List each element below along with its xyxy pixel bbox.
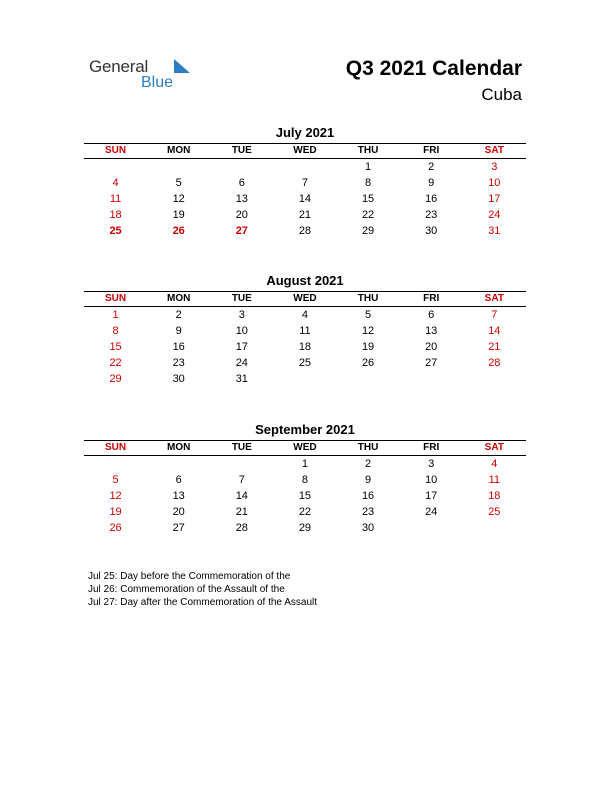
month-calendar xyxy=(84,125,526,239)
day-cell xyxy=(147,456,210,472)
day-cell: 7 xyxy=(238,474,245,486)
day-cell: 3 xyxy=(428,458,435,470)
week-row xyxy=(84,371,526,387)
weekday-label: MON xyxy=(167,442,191,453)
day-cell: 16 xyxy=(172,341,185,353)
day-cell xyxy=(147,159,210,175)
month-title: August 2021 xyxy=(266,273,344,288)
day-cell: 4 xyxy=(112,177,119,189)
day-cell: 16 xyxy=(425,193,438,205)
weekday-label: SAT xyxy=(484,293,504,304)
week-row xyxy=(84,488,526,504)
day-cell: 6 xyxy=(238,177,245,189)
holiday-note: Jul 27: Day after the Commemoration of the Assault xyxy=(88,597,317,608)
day-cell: 26 xyxy=(172,225,185,237)
day-cell: 23 xyxy=(425,209,438,221)
week-row xyxy=(84,520,526,536)
day-cell xyxy=(400,520,463,536)
day-cell: 27 xyxy=(235,225,248,237)
day-cell: 9 xyxy=(175,325,182,337)
week-row xyxy=(84,307,526,323)
weekday-label: FRI xyxy=(423,145,440,156)
weekday-label: THU xyxy=(357,145,379,156)
day-cell: 15 xyxy=(298,490,312,502)
day-cell xyxy=(84,456,147,472)
day-cell: 17 xyxy=(425,490,438,502)
week-row xyxy=(84,355,526,371)
weekday-label: TUE xyxy=(231,442,252,453)
day-cell: 21 xyxy=(488,341,501,353)
day-cell: 17 xyxy=(235,341,248,353)
day-cell: 22 xyxy=(298,506,312,518)
day-cell xyxy=(463,371,526,387)
page-title: Q3 2021 Calendar xyxy=(345,57,522,80)
day-cell: 1 xyxy=(301,458,308,470)
day-cell: 1 xyxy=(112,309,119,321)
day-cell: 24 xyxy=(425,506,438,518)
day-cell: 27 xyxy=(172,522,185,534)
weekday-label: FRI xyxy=(423,442,440,453)
week-row xyxy=(84,504,526,520)
day-cell: 25 xyxy=(298,357,312,369)
weekday-label: SAT xyxy=(484,145,504,156)
weekday-header-row xyxy=(84,144,526,158)
day-cell: 5 xyxy=(175,177,182,189)
weekday-label: THU xyxy=(357,293,379,304)
day-cell: 31 xyxy=(235,373,248,385)
weekday-label: WED xyxy=(293,442,317,453)
week-row xyxy=(84,472,526,488)
day-cell: 5 xyxy=(112,474,119,486)
day-cell: 28 xyxy=(488,357,501,369)
day-cell: 28 xyxy=(298,225,312,237)
month-calendar xyxy=(84,273,526,387)
day-cell: 25 xyxy=(488,506,501,518)
logo-triangle-icon xyxy=(174,59,190,73)
day-cell: 30 xyxy=(361,522,375,534)
day-cell: 24 xyxy=(488,209,501,221)
weekday-label: SUN xyxy=(105,293,127,304)
day-cell: 25 xyxy=(109,225,122,237)
day-cell xyxy=(210,456,273,472)
day-cell: 19 xyxy=(109,506,122,518)
day-cell: 16 xyxy=(361,490,375,502)
weekday-label: SUN xyxy=(105,442,127,453)
day-cell: 28 xyxy=(235,522,248,534)
day-cell: 19 xyxy=(172,209,185,221)
day-cell: 30 xyxy=(172,373,185,385)
week-row xyxy=(84,159,526,175)
day-cell: 23 xyxy=(361,506,375,518)
week-row xyxy=(84,456,526,472)
day-cell: 9 xyxy=(428,177,435,189)
week-row xyxy=(84,223,526,239)
day-cell: 10 xyxy=(488,177,501,189)
day-cell xyxy=(463,520,526,536)
day-cell: 4 xyxy=(491,458,498,470)
day-cell: 9 xyxy=(365,474,372,486)
day-cell: 31 xyxy=(488,225,501,237)
week-row xyxy=(84,175,526,191)
day-cell: 8 xyxy=(112,325,119,337)
day-cell: 13 xyxy=(425,325,438,337)
day-cell: 29 xyxy=(361,225,375,237)
month-title: September 2021 xyxy=(255,422,355,437)
day-cell: 22 xyxy=(361,209,375,221)
day-cell: 14 xyxy=(235,490,248,502)
day-cell: 5 xyxy=(365,309,372,321)
day-cell xyxy=(400,371,463,387)
day-cell: 26 xyxy=(109,522,122,534)
weekday-label: TUE xyxy=(231,293,252,304)
weekday-label: MON xyxy=(167,145,191,156)
day-cell: 18 xyxy=(298,341,312,353)
weekday-label: WED xyxy=(293,145,317,156)
day-cell: 15 xyxy=(109,341,122,353)
day-cell: 4 xyxy=(301,309,308,321)
day-cell: 21 xyxy=(235,506,248,518)
day-cell: 14 xyxy=(488,325,501,337)
week-row xyxy=(84,339,526,355)
day-cell: 21 xyxy=(298,209,312,221)
day-cell xyxy=(210,159,273,175)
day-cell: 20 xyxy=(172,506,185,518)
day-cell: 24 xyxy=(235,357,248,369)
holiday-note: Jul 25: Day before the Commemoration of the xyxy=(88,571,291,582)
holiday-note: Jul 26: Commemoration of the Assault of the xyxy=(88,584,285,595)
weekday-label: TUE xyxy=(231,145,252,156)
day-cell: 8 xyxy=(365,177,372,189)
weekday-label: THU xyxy=(357,442,379,453)
day-cell: 6 xyxy=(175,474,182,486)
weekday-header-row xyxy=(84,292,526,306)
day-cell: 3 xyxy=(238,309,245,321)
day-cell: 7 xyxy=(491,309,498,321)
day-cell: 29 xyxy=(109,373,122,385)
month-title: July 2021 xyxy=(275,125,335,140)
weekday-label: MON xyxy=(167,293,191,304)
weekday-label: FRI xyxy=(423,293,440,304)
day-cell: 26 xyxy=(361,357,375,369)
day-cell: 7 xyxy=(301,177,308,189)
day-cell: 11 xyxy=(109,193,122,205)
day-cell: 15 xyxy=(361,193,375,205)
day-cell: 18 xyxy=(109,209,122,221)
day-cell: 23 xyxy=(172,357,185,369)
day-cell: 14 xyxy=(298,193,312,205)
week-row xyxy=(84,323,526,339)
day-cell: 19 xyxy=(361,341,375,353)
day-cell: 13 xyxy=(235,193,248,205)
day-cell: 11 xyxy=(299,325,311,337)
day-cell xyxy=(273,371,336,387)
weekday-header-row xyxy=(84,441,526,455)
day-cell: 1 xyxy=(365,161,372,173)
week-row xyxy=(84,207,526,223)
day-cell: 18 xyxy=(488,490,501,502)
day-cell: 12 xyxy=(361,325,375,337)
day-cell: 27 xyxy=(425,357,438,369)
day-cell: 20 xyxy=(235,209,248,221)
logo xyxy=(89,57,189,93)
day-cell: 11 xyxy=(488,474,501,486)
day-cell xyxy=(273,159,336,175)
holiday-notes xyxy=(88,570,317,609)
logo-text-general: General xyxy=(89,57,149,76)
day-cell: 2 xyxy=(175,309,182,321)
day-cell: 12 xyxy=(172,193,185,205)
day-cell: 10 xyxy=(235,325,248,337)
day-cell: 20 xyxy=(425,341,438,353)
day-cell: 6 xyxy=(428,309,435,321)
day-cell: 12 xyxy=(109,490,122,502)
day-cell xyxy=(84,159,147,175)
week-row xyxy=(84,191,526,207)
day-cell: 29 xyxy=(298,522,312,534)
weekday-label: SAT xyxy=(484,442,504,453)
day-cell: 13 xyxy=(172,490,185,502)
month-calendar xyxy=(84,422,526,536)
weekday-label: WED xyxy=(293,293,317,304)
day-cell: 17 xyxy=(488,193,501,205)
day-cell: 2 xyxy=(365,458,372,470)
country-name: Cuba xyxy=(481,85,522,104)
day-cell xyxy=(337,371,400,387)
weekday-label: SUN xyxy=(105,145,127,156)
day-cell: 22 xyxy=(109,357,122,369)
day-cell: 10 xyxy=(425,474,438,486)
day-cell: 2 xyxy=(428,161,435,173)
day-cell: 30 xyxy=(425,225,438,237)
day-cell: 8 xyxy=(301,474,308,486)
logo-text-blue: Blue xyxy=(141,74,174,91)
day-cell: 3 xyxy=(491,161,498,173)
